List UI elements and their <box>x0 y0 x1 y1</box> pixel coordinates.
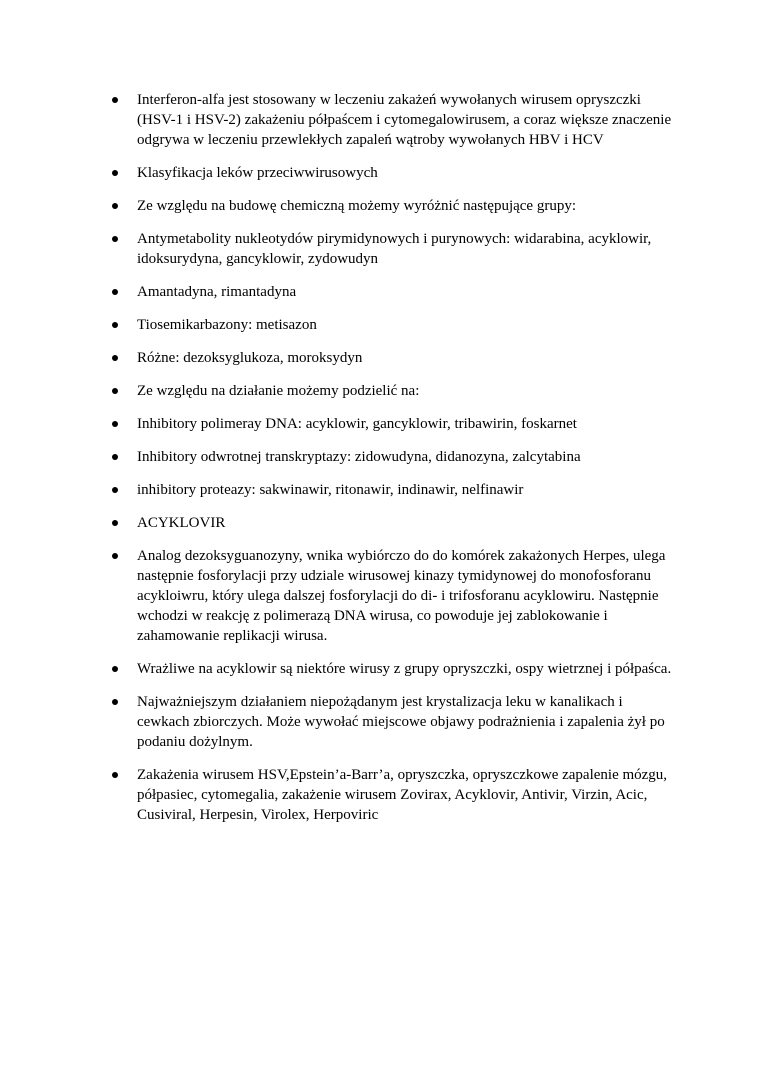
list-item-text: Różne: dezoksyglukoza, moroksydyn <box>137 350 363 366</box>
bullet-list <box>112 90 672 838</box>
bullet-icon <box>112 236 118 242</box>
list-item-text: inhibitory proteazy: sakwinawir, ritonawir, indinawir, nelfinawir <box>137 482 524 498</box>
list-item <box>112 163 672 183</box>
bullet-icon <box>112 289 118 295</box>
bullet-icon <box>112 170 118 176</box>
bullet-icon <box>112 388 118 394</box>
bullet-icon <box>112 520 118 526</box>
bullet-icon <box>112 97 118 103</box>
list-item-text: ACYKLOVIR <box>137 515 226 531</box>
list-item <box>112 229 672 269</box>
list-item <box>112 447 672 467</box>
bullet-icon <box>112 203 118 209</box>
list-item-text: Wrażliwe na acyklowir są niektóre wirusy z grupy opryszczki, ospy wietrznej i półpaśca. <box>137 661 672 677</box>
list-item-text: Inhibitory odwrotnej transkryptazy: zidowudyna, didanozyna, zalcytabina <box>137 449 581 465</box>
bullet-icon <box>112 553 118 559</box>
list-item-text: Antymetabolity nukleotydów pirymidynowych i purynowych: widarabina, acyklowir, idoksurydyna, gancyklowir, zydowudyn <box>137 231 652 267</box>
list-item <box>112 315 672 335</box>
bullet-icon <box>112 666 118 672</box>
list-item-text: Ze względu na budowę chemiczną możemy wyróżnić następujące grupy: <box>137 198 576 214</box>
list-item-text: Analog dezoksyguanozyny, wnika wybiórczo do do komórek zakażonych Herpes, ulega następnie fosforylacji przy udziale wirusowej kinazy tymidynowej do monofosforanu acykloiwru, który ulega dalszej fosforylacji do di- i trifosforanu acyklowiru. Następnie wchodzi w reakcję z polimerazą DNA wirusa, co powoduje jej zablokowanie i zahamowanie replikacji wirusa. <box>137 548 666 644</box>
bullet-icon <box>112 487 118 493</box>
list-item-text: Interferon-alfa jest stosowany w leczeniu zakażeń wywołanych wirusem opryszczki (HSV-1 i HSV-2) zakażeniu półpaścem i cytomegalowirusem, a coraz większe znaczenie odgrywa w leczeniu przewlekłych zapaleń wątroby wywołanych HBV i HCV <box>137 92 672 148</box>
bullet-icon <box>112 772 118 778</box>
list-item <box>112 480 672 500</box>
list-item-text: Amantadyna, rimantadyna <box>137 284 297 300</box>
list-item <box>112 546 672 646</box>
list-item <box>112 513 672 533</box>
list-item <box>112 90 672 150</box>
list-item-text: Ze względu na działanie możemy podzielić na: <box>137 383 420 399</box>
bullet-icon <box>112 355 118 361</box>
list-item <box>112 692 672 752</box>
list-item <box>112 348 672 368</box>
list-item-text: Tiosemikarbazony: metisazon <box>137 317 317 333</box>
list-item-text: Klasyfikacja leków przeciwwirusowych <box>137 165 378 181</box>
list-item-text: Zakażenia wirusem HSV,Epstein’a-Barr’a, opryszczka, opryszczkowe zapalenie mózgu, półpasiec, cytomegalia, zakażenie wirusem Zovirax, Acyklovir, Antivir, Virzin, Acic, Cusiviral, Herpesin, Virolex, Herpoviric <box>137 767 668 823</box>
list-item <box>112 282 672 302</box>
bullet-icon <box>112 421 118 427</box>
list-item <box>112 414 672 434</box>
bullet-icon <box>112 454 118 460</box>
list-item <box>112 196 672 216</box>
bullet-icon <box>112 699 118 705</box>
list-item <box>112 381 672 401</box>
list-item <box>112 765 672 825</box>
list-item-text: Inhibitory polimeray DNA: acyklowir, gancyklowir, tribawirin, foskarnet <box>137 416 577 432</box>
bullet-icon <box>112 322 118 328</box>
list-item <box>112 659 672 679</box>
list-item-text: Najważniejszym działaniem niepożądanym jest krystalizacja leku w kanalikach i cewkach zbiorczych. Może wywołać miejscowe objawy podrażnienia i zapalenia żył po podaniu dożylnym. <box>137 694 665 750</box>
